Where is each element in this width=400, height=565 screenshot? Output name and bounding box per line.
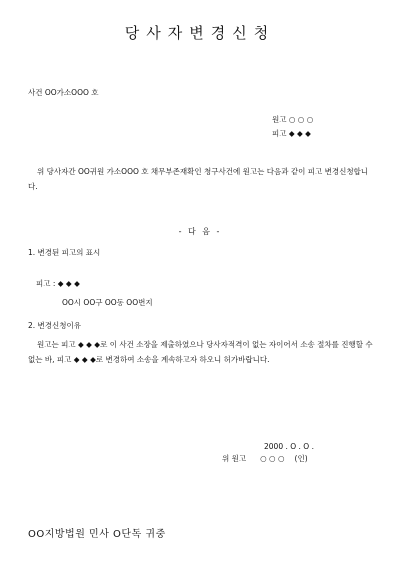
signer-name: ○ ○ ○ [260,454,285,463]
defendant-line: 피고 ◆ ◆ ◆ [272,129,311,138]
signer-label: 위 원고 [222,454,247,463]
dash-heading: - 다 음 - [178,227,222,236]
reason-paragraph: 원고는 피고 ◆ ◆ ◆로 이 사건 소장을 제출하였으나 당사자적격이 없는 자이어서 소송 절차를 진행할 수 없는 바, 피고 ◆ ◆ ◆로 변경하여 소송을 계속하고자 하오니 허가바랍니다. [28,340,373,364]
document-title: 당사자변경신청 [124,24,276,42]
section2-heading: 2. 변경신청이유 [28,321,82,330]
new-defendant-address: OO시 OO구 OO동 OO번지 [62,298,153,307]
new-defendant: 피고 : ◆ ◆ ◆ [36,279,80,288]
signer-seal: (인) [294,454,308,463]
date-line: 2000 . O . O . [264,442,314,451]
plaintiff-line: 원고 ○ ○ ○ [272,115,314,124]
signature-line [222,454,308,464]
case-number: 사건 OO가소OOO 호 [28,88,99,97]
section1-heading: 1. 변경된 피고의 표시 [28,248,101,257]
intro-paragraph: 위 당사자간 OO귀원 가소OOO 호 채무부존재확인 청구사건에 원고는 다음과 같이 피고 변경신청합니다. [28,167,369,191]
court-addressee: OO지방법원 민사 O단독 귀중 [28,529,166,540]
